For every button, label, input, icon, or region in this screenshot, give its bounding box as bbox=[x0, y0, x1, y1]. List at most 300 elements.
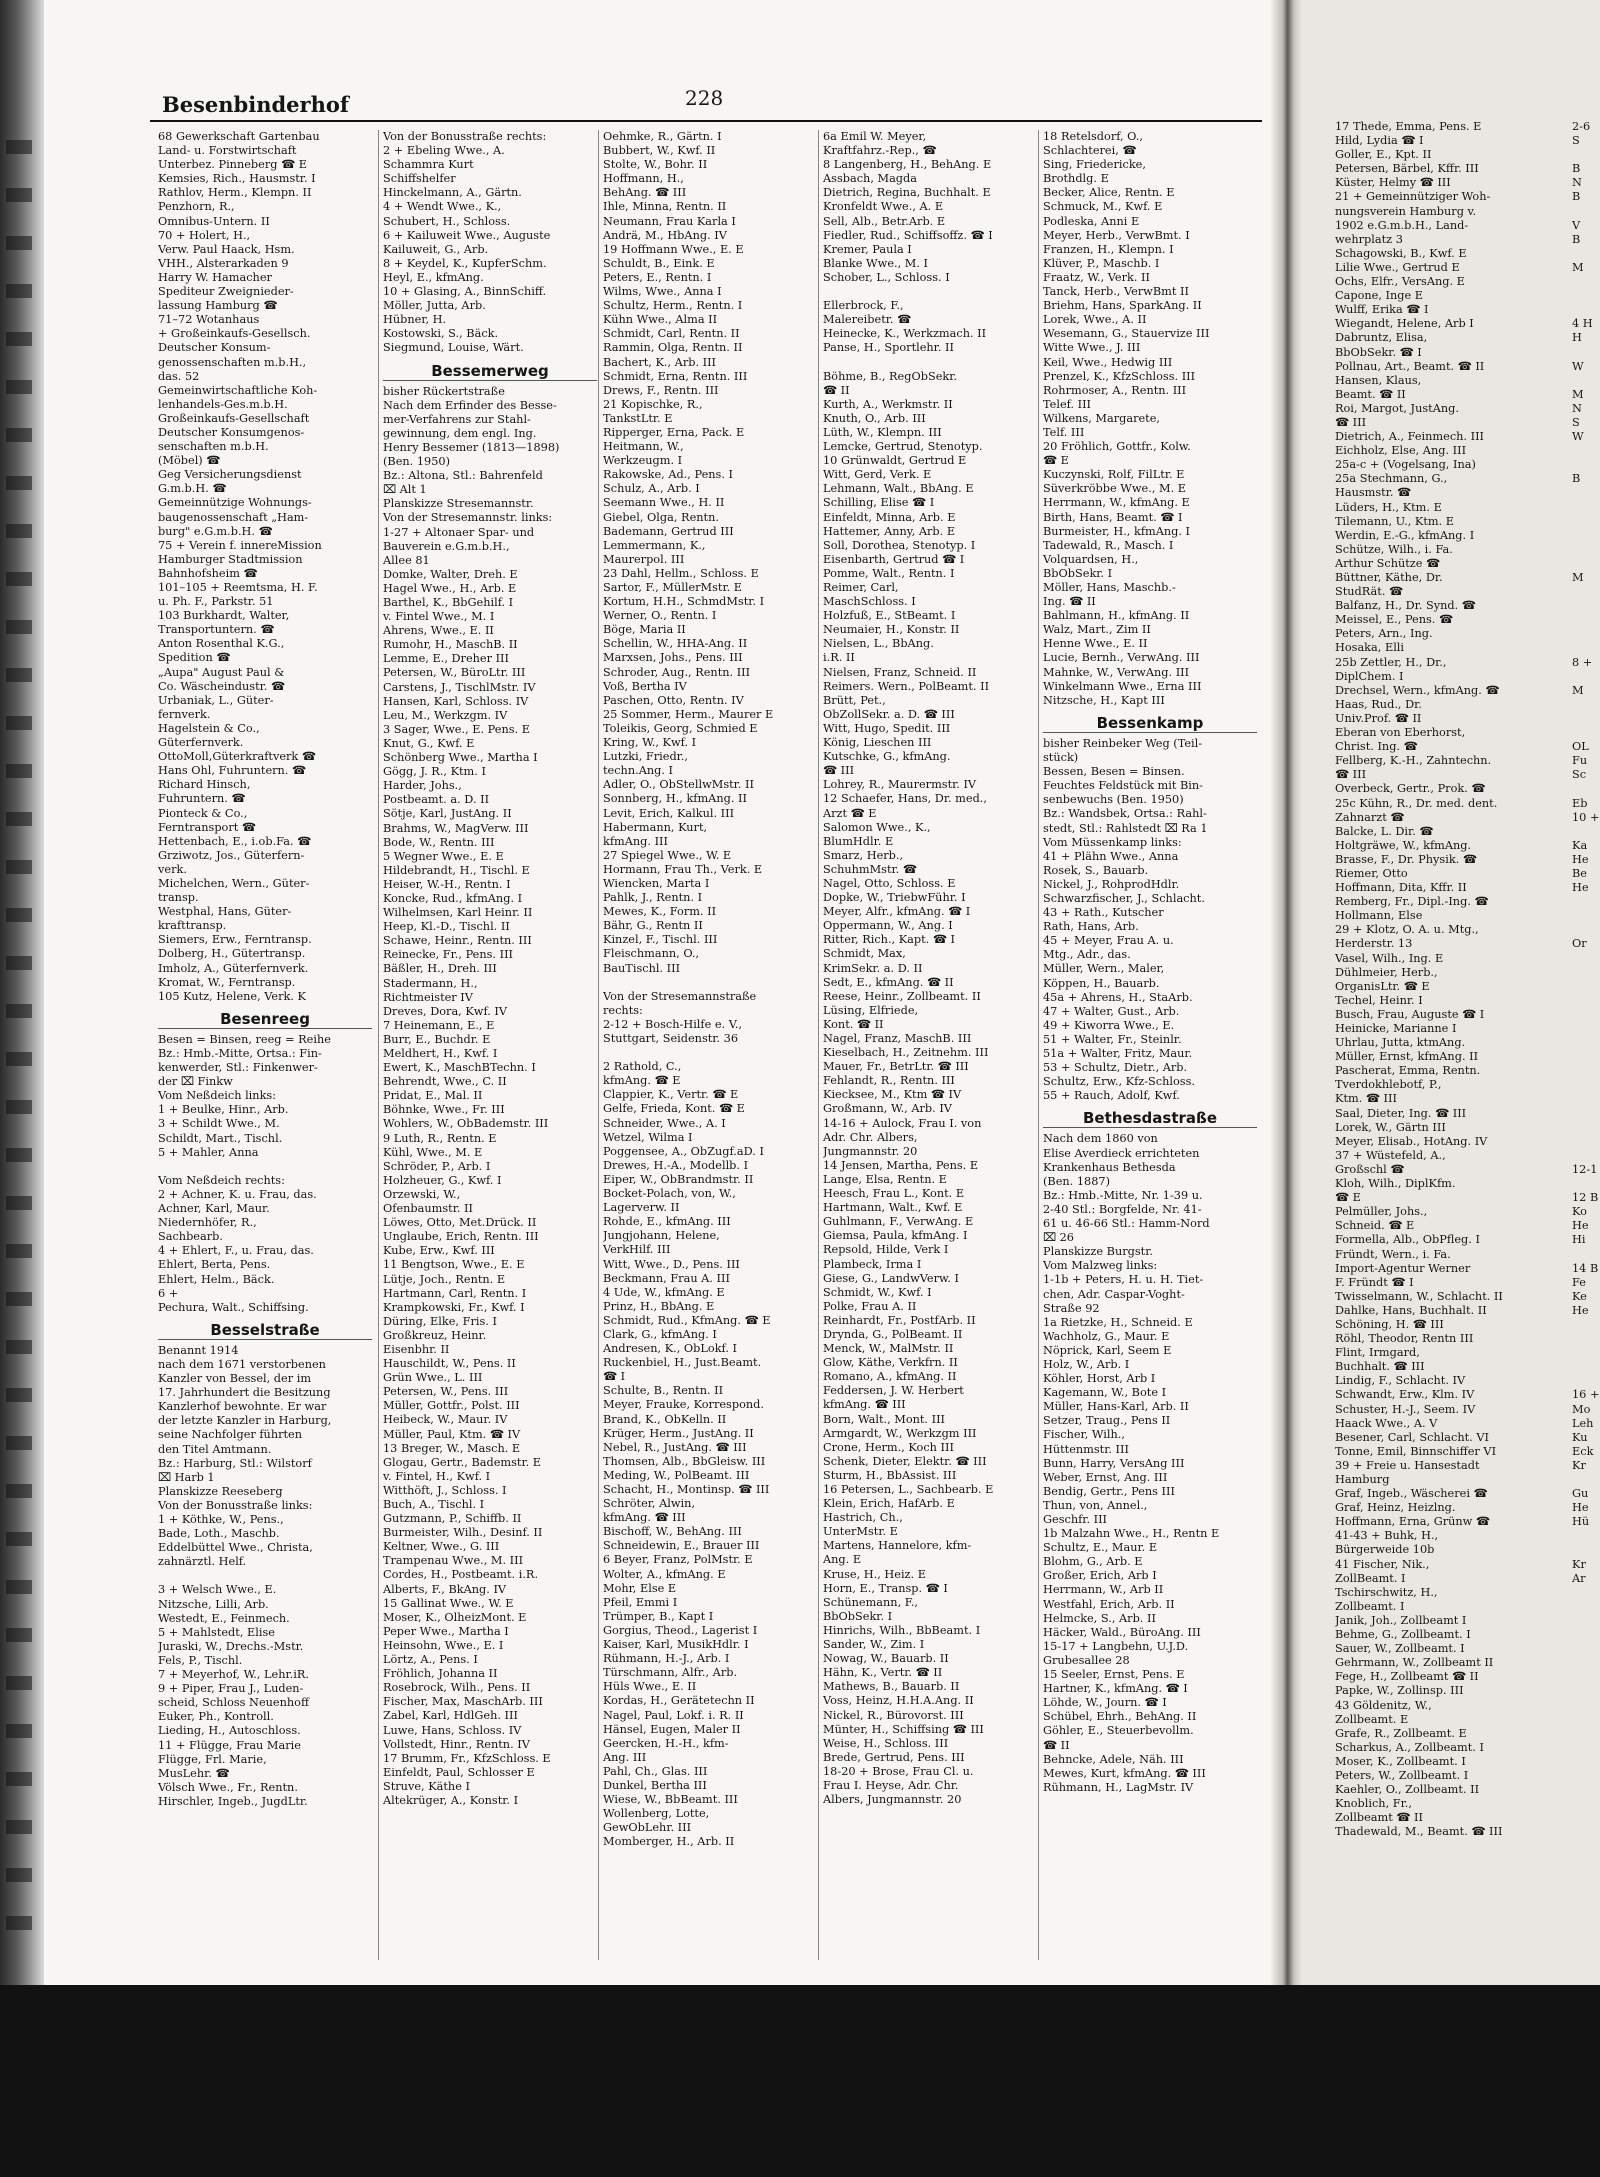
directory-entry: 53 + Schultz, Dietr., Arb. bbox=[1043, 1061, 1188, 1075]
directory-entry: 15 Gallinat Wwe., W. E bbox=[383, 1596, 514, 1610]
directory-entry: Straße 92 bbox=[1043, 1301, 1100, 1315]
directory-entry: Schiffshelfer bbox=[383, 172, 456, 186]
directory-entry: 6a Emil W. Meyer, bbox=[823, 130, 927, 143]
directory-entry: 6 + bbox=[158, 1286, 179, 1300]
directory-entry: Fellberg, K.-H., Zahntechn. bbox=[1335, 754, 1492, 768]
directory-entry: Land- u. Forstwirtschaft bbox=[158, 144, 297, 158]
directory-entry: Wolter, A., kfmAng. E bbox=[603, 1567, 726, 1581]
directory-entry: Kr bbox=[1572, 1458, 1586, 1472]
directory-entry: Anton Rosenthal K.G., bbox=[158, 637, 285, 651]
directory-entry: Westedt, E., Feinmech. bbox=[158, 1611, 290, 1625]
directory-entry: Hüls Wwe., E. II bbox=[603, 1680, 697, 1694]
directory-entry: Schawe, Heinr., Rentn. III bbox=[383, 934, 532, 948]
directory-entry: 11 Bengtson, Wwe., E. E bbox=[383, 1258, 525, 1272]
directory-entry bbox=[1572, 1473, 1600, 1487]
directory-entry: Reimer, Carl, bbox=[823, 581, 899, 594]
directory-entry: Sötje, Karl, JustAng. II bbox=[383, 807, 512, 821]
directory-entry: Schmuck, M., Kwf. E bbox=[1043, 200, 1163, 214]
directory-entry: Ehlert, Berta, Pens. bbox=[158, 1258, 271, 1272]
directory-entry bbox=[1572, 1135, 1600, 1149]
directory-entry: Fleischmann, O., bbox=[603, 947, 700, 961]
directory-entry: Fuhruntern. ☎ bbox=[158, 792, 246, 806]
directory-entry: Tadewald, R., Masch. I bbox=[1043, 538, 1174, 552]
directory-entry: Grubesallee 28 bbox=[1043, 1653, 1130, 1667]
directory-entry bbox=[1572, 1149, 1600, 1163]
directory-entry bbox=[1572, 275, 1600, 289]
directory-entry: Kring, W., Kwf. I bbox=[603, 736, 697, 750]
directory-entry: He bbox=[1572, 852, 1589, 866]
directory-entry: ☎ E bbox=[1335, 1191, 1361, 1205]
directory-entry: Lieding, H., Autoschloss. bbox=[158, 1724, 301, 1738]
directory-page bbox=[150, 78, 1270, 1978]
page-gutter bbox=[1270, 0, 1302, 1985]
directory-entry: Kinzel, F., Tischl. III bbox=[603, 933, 718, 947]
directory-entry: 37 + Wüstefeld, A., bbox=[1335, 1148, 1446, 1162]
directory-entry: Gutzmann, P., Schiffb. II bbox=[383, 1512, 522, 1526]
scan-background-bottom bbox=[0, 1985, 1600, 2177]
directory-entry: Reinhardt, Fr., PostfArb. II bbox=[823, 1313, 976, 1327]
directory-entry: Meissel, E., Pens. ☎ bbox=[1335, 613, 1454, 627]
directory-entry: ⌧ Harb 1 bbox=[158, 1470, 215, 1484]
directory-entry: Trampenau Wwe., M. III bbox=[383, 1554, 524, 1568]
directory-entry: scheid, Schloss Neuenhoff bbox=[158, 1696, 309, 1710]
directory-entry: Fröhlich, Johanna II bbox=[383, 1667, 498, 1681]
directory-entry: Ang. E bbox=[823, 1553, 862, 1567]
directory-entry: Besener, Carl, Schlacht. VI bbox=[1335, 1430, 1489, 1444]
directory-entry: Habermann, Kurt, bbox=[603, 820, 708, 834]
directory-entry: Marxsen, Johs., Pens. III bbox=[603, 651, 743, 665]
directory-entry: Meyer, Herb., VerwBmt. I bbox=[1043, 228, 1190, 242]
directory-entry: Hartmann, Carl, Rentn. I bbox=[383, 1286, 527, 1300]
directory-entry: kfmAng. ☎ E bbox=[603, 1074, 681, 1088]
directory-entry: Tverdokhlebotf, P., bbox=[1335, 1078, 1442, 1092]
directory-entry: Andrä, M., HbAng. IV bbox=[603, 228, 727, 242]
directory-entry: Rath, Hans, Arb. bbox=[1043, 920, 1139, 934]
directory-entry: Volquardsen, H., bbox=[1043, 552, 1139, 566]
directory-entry: Weise, H., Schloss. III bbox=[823, 1736, 949, 1750]
directory-entry: 17 Thede, Emma, Pens. E bbox=[1335, 120, 1482, 133]
directory-entry: Rühmann, H., LagMstr. IV bbox=[1043, 1780, 1194, 1794]
directory-entry: Mauer, Fr., BetrLtr. ☎ III bbox=[823, 1060, 969, 1074]
directory-entry: Vollstedt, Hinr., Rentn. IV bbox=[383, 1737, 530, 1751]
directory-entry bbox=[1572, 1346, 1600, 1360]
directory-entry: Zahnarzt ☎ bbox=[1335, 810, 1405, 824]
directory-entry: Thomsen, Alb., BbGleisw. III bbox=[603, 1454, 766, 1468]
directory-entry: Siegmund, Louise, Wärt. bbox=[383, 341, 524, 355]
directory-entry: BbObSekr. ☎ I bbox=[1335, 345, 1422, 359]
directory-entry: Zollbeamt. E bbox=[1335, 1712, 1409, 1726]
directory-entry: BbObSekr. I bbox=[823, 1609, 893, 1623]
directory-entry: Bz.: Hmb.-Mitte, Ortsa.: Fin- bbox=[158, 1047, 322, 1060]
directory-entry: Dietrich, Regina, Buchhalt. E bbox=[823, 186, 991, 200]
directory-entry: 45 + Meyer, Frau A. u. bbox=[1043, 934, 1174, 948]
directory-entry: Werkzeugm. I bbox=[603, 454, 683, 468]
directory-entry: Univ.Prof. ☎ II bbox=[1335, 711, 1422, 725]
directory-entry: Scharkus, A., Zollbeamt. I bbox=[1335, 1740, 1484, 1754]
directory-entry: DiplChem. I bbox=[1335, 669, 1404, 683]
directory-entry: 29 + Klotz, O. A. u. Mtg., bbox=[1335, 923, 1479, 937]
directory-entry: Grün Wwe., L. III bbox=[383, 1371, 483, 1385]
directory-entry: senbewuchs (Ben. 1950) bbox=[1043, 793, 1184, 807]
directory-entry: 25c Kühn, R., Dr. med. dent. bbox=[1335, 796, 1498, 810]
facing-page-column bbox=[1335, 120, 1585, 1980]
directory-entry: Verw. Paul Haack, Hsm. bbox=[158, 242, 295, 256]
directory-entry: Stolte, W., Bohr. II bbox=[603, 158, 708, 172]
directory-entry: Wohlers, W., ObBademstr. III bbox=[383, 1117, 549, 1131]
directory-entry: Meyer, Alfr., kfmAng. ☎ I bbox=[823, 905, 971, 919]
directory-entry bbox=[1572, 923, 1600, 937]
directory-entry: 12 Schaefer, Hans, Dr. med., bbox=[823, 792, 987, 806]
directory-entry: Von der Bonusstraße links: bbox=[158, 1498, 313, 1512]
directory-entry: Reese, Heinr., Zollbeamt. II bbox=[823, 989, 981, 1003]
directory-entry bbox=[1572, 1543, 1600, 1557]
directory-entry: 7 Heinemann, E., E bbox=[383, 1018, 495, 1032]
directory-entry: Koncke, Rud., kfmAng. I bbox=[383, 891, 523, 905]
directory-entry: 14 Jensen, Martha, Pens. E bbox=[823, 1158, 979, 1172]
directory-entry: 4 Ude, W., kfmAng. E bbox=[603, 1285, 725, 1299]
directory-entry: Euker, Ph., Kontroll. bbox=[158, 1710, 274, 1724]
directory-entry: Momberger, H., Arb. II bbox=[603, 1835, 735, 1849]
directory-entry: Allee 81 bbox=[383, 553, 430, 567]
street-heading: Bessemerweg bbox=[383, 364, 597, 381]
directory-entry: Wilhelmsen, Karl Heinr. II bbox=[383, 906, 533, 920]
directory-entry: Heitmann, W., bbox=[603, 440, 684, 454]
directory-entry: Thun, von, Annel., bbox=[1043, 1498, 1148, 1512]
directory-entry: Lehmann, Walt., BbAng. E bbox=[823, 482, 974, 496]
directory-entry: Mtg., Adr., das. bbox=[1043, 948, 1131, 962]
directory-entry: Rumohr, H., MaschB. II bbox=[383, 638, 518, 652]
directory-entry: Beckmann, Frau A. III bbox=[603, 1271, 730, 1285]
directory-entry: Rühmann, H.-J., Arb. I bbox=[603, 1652, 730, 1666]
directory-entry: 2 + Achner, K. u. Frau, das. bbox=[158, 1187, 317, 1201]
directory-entry: Bessen, Besen = Binsen. bbox=[1043, 765, 1185, 779]
directory-entry: Planskizze Stresemannstr. bbox=[383, 497, 534, 511]
street-heading: Besselstraße bbox=[158, 1323, 372, 1340]
page-number: 228 bbox=[685, 86, 724, 110]
directory-entry: Arzt ☎ E bbox=[823, 806, 877, 820]
directory-entry: ☎ II bbox=[823, 383, 850, 397]
directory-entry: Henne Wwe., E. II bbox=[1043, 637, 1148, 651]
directory-entry: Möller, Hans, Maschb.- bbox=[1043, 581, 1176, 594]
directory-entry: Schneidewin, E., Brauer III bbox=[603, 1539, 760, 1553]
directory-entry: Busch, Frau, Auguste ☎ I bbox=[1335, 1007, 1485, 1021]
directory-entry: Holzheuer, G., Kwf. I bbox=[383, 1173, 502, 1187]
directory-entry: Schilling, Elise ☎ I bbox=[823, 496, 935, 510]
directory-entry: den Titel Amtmann. bbox=[158, 1442, 272, 1456]
directory-entry: Mewes, Kurt, kfmAng. ☎ III bbox=[1043, 1766, 1206, 1780]
directory-entry: Lemmermann, K., bbox=[603, 538, 706, 552]
directory-entry: F. Fründt ☎ I bbox=[1335, 1275, 1414, 1289]
directory-entry bbox=[1572, 444, 1600, 458]
directory-entry: Haas, Rud., Dr. bbox=[1335, 697, 1422, 711]
directory-entry: Keltner, Wwe., G. III bbox=[383, 1540, 500, 1554]
directory-entry: Süverkröbbe Wwe., M. E bbox=[1043, 482, 1187, 496]
directory-entry: Mewes, K., Form. II bbox=[603, 905, 717, 919]
directory-entry: Einfeldt, Paul, Schlosser E bbox=[383, 1765, 535, 1779]
directory-entry: Hormann, Frau Th., Verk. E bbox=[603, 862, 763, 876]
directory-entry: 43 + Rath., Kutscher bbox=[1043, 906, 1164, 920]
directory-entry bbox=[1572, 952, 1600, 966]
directory-entry: 8 + Keydel, K., KupferSchm. bbox=[383, 256, 547, 270]
directory-entry: 1-1b + Peters, H. u. H. Tiet- bbox=[1043, 1273, 1204, 1287]
directory-entry: Klein, Erich, HafArb. E bbox=[823, 1497, 955, 1511]
directory-entry: 18-20 + Brose, Frau Cl. u. bbox=[823, 1764, 974, 1778]
directory-entry: Fege, H., Zollbeamt ☎ II bbox=[1335, 1670, 1479, 1684]
directory-entry: Smarz, Herb., bbox=[823, 848, 904, 862]
directory-entry: kfmAng. ☎ III bbox=[603, 1511, 686, 1525]
directory-entry: Dunkel, Bertha III bbox=[603, 1778, 707, 1792]
directory-entry: 105 Kutz, Helene, Verk. K bbox=[158, 989, 306, 1003]
directory-entry: ☎ I bbox=[603, 1370, 626, 1384]
directory-entry: Knut, G., Kwf. E bbox=[383, 736, 475, 750]
directory-entry: Schultz, Herm., Rentn. I bbox=[603, 299, 743, 313]
directory-entry: Pahlk, J., Rentn. I bbox=[603, 891, 703, 905]
directory-entry: Feddersen, J. W. Herbert bbox=[823, 1384, 964, 1398]
directory-entry: Formella, Alb., ObPfleg. I bbox=[1335, 1233, 1480, 1247]
directory-entry: Kühl, Wwe., M. E bbox=[383, 1145, 483, 1159]
directory-entry: 43 Göldenitz, W., bbox=[1335, 1698, 1432, 1712]
directory-entry: M bbox=[1572, 387, 1584, 401]
directory-entry: 21 Kopischke, R., bbox=[603, 397, 703, 411]
directory-entry: Hü bbox=[1572, 1515, 1590, 1529]
directory-entry bbox=[1572, 613, 1600, 627]
directory-entry: Schöning, H. ☎ III bbox=[1335, 1317, 1444, 1331]
directory-entry: Schuster, H.-J., Seem. IV bbox=[1335, 1402, 1476, 1416]
directory-entry: Goller, E., Kpt. II bbox=[1335, 148, 1432, 162]
directory-entry: Christ. Ing. ☎ bbox=[1335, 740, 1418, 754]
directory-entry: S bbox=[1572, 415, 1580, 429]
directory-entry: Witt, Hugo, Spedit. III bbox=[823, 721, 951, 735]
directory-entry: 41 + Plähn Wwe., Anna bbox=[1043, 849, 1179, 863]
directory-entry: Bademann, Gertrud III bbox=[603, 524, 734, 538]
directory-entry: Meldhert, H., Kwf. I bbox=[383, 1047, 498, 1060]
directory-entry: Müller, Gottfr., Polst. III bbox=[383, 1399, 520, 1413]
directory-entry: Herderstr. 13 bbox=[1335, 937, 1413, 951]
directory-entry: verk. bbox=[158, 862, 187, 876]
directory-entry: Hans Ohl, Fuhruntern. ☎ bbox=[158, 764, 307, 778]
directory-entry: 68 Gewerkschaft Gartenbau bbox=[158, 130, 320, 143]
directory-entry: Sturm, H., BbAssist. III bbox=[823, 1468, 957, 1482]
directory-entry: Möller, Jutta, Arb. bbox=[383, 299, 486, 313]
directory-entry: Altekrüger, A., Konstr. I bbox=[383, 1793, 519, 1807]
directory-entry: Luwe, Hans, Schloss. IV bbox=[383, 1723, 522, 1737]
directory-entry: Bz.: Harburg, Stl.: Wilstorf bbox=[158, 1456, 312, 1470]
directory-entry: Vom Neßdeich links: bbox=[158, 1089, 277, 1103]
directory-entry: ☎ II bbox=[1043, 1738, 1070, 1752]
directory-entry: Deutscher Konsum- bbox=[158, 341, 271, 355]
directory-entry: genossenschaften m.b.H., bbox=[158, 355, 307, 369]
directory-entry: Neumaier, H., Konstr. II bbox=[823, 623, 960, 637]
directory-entry: Janik, Joh., Zollbeamt I bbox=[1335, 1613, 1467, 1627]
directory-entry: Schneid. ☎ E bbox=[1335, 1219, 1415, 1233]
directory-entry: 70 + Holert, H., bbox=[158, 228, 251, 242]
directory-entry: Behncke, Adele, Näh. III bbox=[1043, 1752, 1184, 1766]
directory-entry: Michelchen, Wern., Güter- bbox=[158, 876, 310, 890]
directory-entry: der ⌧ Finkw bbox=[158, 1075, 233, 1089]
directory-entry: Lucie, Bernh., VerwAng. III bbox=[1043, 651, 1200, 665]
directory-entry: Kiecksee, M., Ktm ☎ IV bbox=[823, 1088, 962, 1102]
directory-entry: Holzfuß, E., StBeamt. I bbox=[823, 609, 956, 623]
directory-entry bbox=[1572, 1008, 1600, 1022]
directory-entry: Assbach, Magda bbox=[823, 172, 918, 186]
directory-entry: Giebel, Olga, Rentn. bbox=[603, 510, 719, 524]
directory-entry: Kailuweit, G., Arb. bbox=[383, 242, 489, 256]
directory-entry: StudRät. ☎ bbox=[1335, 585, 1404, 599]
binding-shadow-marks bbox=[6, 140, 32, 1960]
directory-entry: Menck, W., MalMstr. II bbox=[823, 1342, 954, 1356]
directory-entry bbox=[1572, 247, 1600, 261]
directory-entry: 25b Zettler, H., Dr., bbox=[1335, 655, 1447, 669]
directory-entry: Schwarzfischer, J., Schlacht. bbox=[1043, 891, 1205, 905]
directory-entry: Rathlov, Herm., Klempn. II bbox=[158, 186, 312, 200]
directory-entry: Hosaka, Elli bbox=[1335, 641, 1405, 655]
directory-entry: Keil, Wwe., Hedwig III bbox=[1043, 355, 1173, 369]
directory-entry: seine Nachfolger führten bbox=[158, 1428, 303, 1442]
directory-entry: Stadermann, H., bbox=[383, 976, 478, 990]
directory-entry: Tonne, Emil, Binnschiffer VI bbox=[1335, 1444, 1497, 1458]
directory-entry: Ke bbox=[1572, 1289, 1587, 1303]
directory-entry: Pridat, E., Mal. II bbox=[383, 1089, 483, 1103]
directory-columns bbox=[158, 130, 1270, 1960]
directory-entry bbox=[823, 356, 1037, 370]
directory-entry bbox=[1572, 599, 1600, 613]
directory-entry: Sedt, E., kfmAng. ☎ II bbox=[823, 975, 954, 989]
directory-entry: Feuchtes Feldstück mit Bin- bbox=[1043, 779, 1203, 793]
directory-entry: Oppermann, W., Ang. I bbox=[823, 919, 953, 933]
directory-entry: 17 Brumm, Fr., KfzSchloss. E bbox=[383, 1751, 551, 1765]
directory-entry: Eisenbhr. II bbox=[383, 1342, 450, 1356]
directory-entry: Import-Agentur Werner bbox=[1335, 1261, 1471, 1275]
directory-entry: Giemsa, Paula, kfmAng. I bbox=[823, 1229, 968, 1243]
directory-entry: 2-12 + Bosch-Hilfe e. V., bbox=[603, 1017, 743, 1031]
directory-entry: Wulff, Erika ☎ I bbox=[1335, 303, 1429, 317]
directory-entry: Soll, Dorothea, Stenotyp. I bbox=[823, 538, 976, 552]
directory-entry: BbObSekr. I bbox=[1043, 566, 1113, 580]
directory-entry: Beamt. ☎ II bbox=[1335, 387, 1406, 401]
directory-entry: Deutscher Konsumgenos- bbox=[158, 425, 305, 439]
directory-entry: 25a-c + (Vogelsang, Ina) bbox=[1335, 458, 1476, 472]
directory-entry bbox=[1572, 148, 1600, 162]
directory-entry: Meyer, Frauke, Korrespond. bbox=[603, 1398, 764, 1412]
directory-entry: Häcker, Wald., BüroAng. III bbox=[1043, 1625, 1201, 1639]
street-heading: Besenreeg bbox=[158, 1012, 372, 1029]
directory-entry: ☎ III bbox=[823, 764, 855, 778]
directory-entry: Haack Wwe., A. V bbox=[1335, 1416, 1438, 1430]
directory-entry bbox=[1572, 1022, 1600, 1036]
directory-entry: Schultz, E., Maur. E bbox=[1043, 1541, 1158, 1555]
directory-entry: Fiedler, Rud., Schiffsoffz. ☎ I bbox=[823, 228, 993, 242]
directory-entry: Frau I. Heyse, Adr. Chr. bbox=[823, 1778, 959, 1792]
directory-entry: Panse, H., Sportlehr. II bbox=[823, 341, 954, 355]
directory-entry: Poggensee, A., ObZugf.aD. I bbox=[603, 1144, 764, 1158]
directory-entry: Knuth, O., Arb. III bbox=[823, 411, 926, 425]
directory-entry: OttoMoll,Güterkraftverk ☎ bbox=[158, 750, 316, 764]
directory-entry: Bz.: Altona, Stl.: Bahrenfeld bbox=[383, 469, 543, 483]
directory-entry: Müller, Hans-Karl, Arb. II bbox=[1043, 1400, 1189, 1414]
directory-entry: VHH., Alsterarkaden 9 bbox=[158, 256, 289, 270]
directory-entry: Pelmüller, Johs., bbox=[1335, 1205, 1428, 1219]
directory-entry: u. Ph. F., Parkstr. 51 bbox=[158, 595, 274, 609]
directory-entry: Birth, Hans, Beamt. ☎ I bbox=[1043, 510, 1183, 524]
directory-entry: Moser, K., Zollbeamt. I bbox=[1335, 1754, 1466, 1768]
directory-entry: Küster, Helmy ☎ III bbox=[1335, 176, 1451, 190]
directory-entry: 9 Luth, R., Rentn. E bbox=[383, 1131, 497, 1145]
directory-entry: Cordes, H., Postbeamt. i.R. bbox=[383, 1568, 539, 1582]
directory-entry: Ko bbox=[1572, 1205, 1587, 1219]
directory-entry: Gögg, J. R., Ktm. I bbox=[383, 765, 486, 779]
directory-entry: KrimSekr. a. D. II bbox=[823, 961, 923, 975]
directory-entry: Wiegandt, Helene, Arb I bbox=[1335, 317, 1474, 331]
directory-entry: (Ben. 1950) bbox=[383, 455, 451, 469]
directory-entry: Helmcke, S., Arb. II bbox=[1043, 1611, 1156, 1625]
directory-entry: senschaften m.b.H. bbox=[158, 440, 269, 454]
directory-entry: Bähr, G., Rentn II bbox=[603, 919, 703, 933]
directory-entry: Winkelmann Wwe., Erna III bbox=[1043, 679, 1202, 693]
directory-entry: ☎ E bbox=[1043, 454, 1069, 468]
directory-entry: Bürgerweide 10b bbox=[1335, 1543, 1435, 1557]
directory-entry: + Großeinkaufs-Gesellsch. bbox=[158, 327, 311, 341]
directory-entry: UnterMstr. E bbox=[823, 1525, 898, 1539]
directory-entry: 16 + bbox=[1572, 1388, 1600, 1402]
directory-entry: Vom Malzweg links: bbox=[1043, 1259, 1158, 1273]
directory-entry: Hähn, K., Vertr. ☎ II bbox=[823, 1666, 943, 1680]
directory-entry: Graf, Ingeb., Wäscherei ☎ bbox=[1335, 1487, 1488, 1501]
directory-entry: Gehrmann, W., Zollbeamt II bbox=[1335, 1656, 1494, 1670]
directory-entry: Prinz, H., BbAng. E bbox=[603, 1299, 715, 1313]
directory-entry: Saal, Dieter, Ing. ☎ III bbox=[1335, 1106, 1467, 1120]
directory-entry: 15-17 + Langbehn, U.J.D. bbox=[1043, 1639, 1189, 1653]
directory-entry: 7 + Meyerhof, W., Lehr.iR. bbox=[158, 1668, 309, 1682]
directory-entry: bisher Rückertstraße bbox=[383, 384, 505, 398]
directory-entry: Witt, Gerd, Verk. E bbox=[823, 468, 932, 482]
directory-entry: Vasel, Wilh., Ing. E bbox=[1335, 951, 1444, 965]
directory-entry: ☎ III bbox=[1335, 415, 1367, 429]
directory-entry: Hausmstr. ☎ bbox=[1335, 486, 1412, 500]
directory-entry: Eiper, W., ObBrandmstr. II bbox=[603, 1172, 754, 1186]
directory-entry: Walz, Mart., Zim II bbox=[1043, 623, 1151, 637]
directory-entry: Heiser, W.-H., Rentn. I bbox=[383, 877, 511, 891]
column-5 bbox=[1038, 130, 1257, 1960]
directory-entry bbox=[1572, 712, 1600, 726]
directory-entry: Flint, Irmgard, bbox=[1335, 1346, 1420, 1360]
directory-entry: Kremer, Paula I bbox=[823, 242, 912, 256]
directory-entry: Werdin, E.-G., kfmAng. I bbox=[1335, 528, 1475, 542]
directory-entry: Fe bbox=[1572, 1275, 1586, 1289]
directory-entry: Heinicke, Marianne I bbox=[1335, 1022, 1457, 1035]
directory-entry: Nitzsche, H., Kapt III bbox=[1043, 693, 1165, 707]
directory-entry: Hoffmann, Dita, Kffr. II bbox=[1335, 881, 1467, 895]
directory-entry bbox=[1572, 782, 1600, 796]
directory-entry: Sell, Alb., Betr.Arb. E bbox=[823, 214, 946, 228]
directory-entry: N bbox=[1572, 401, 1582, 415]
directory-entry: He bbox=[1572, 1219, 1589, 1233]
directory-entry: Müller, Ernst, kfmAng. II bbox=[1335, 1050, 1479, 1064]
directory-entry: Uhrlau, Jutta, ktmAng. bbox=[1335, 1036, 1466, 1050]
directory-entry: Eichholz, Else, Ang. III bbox=[1335, 444, 1467, 458]
directory-entry: Pascherat, Emma, Rentn. bbox=[1335, 1064, 1481, 1078]
directory-entry: der letzte Kanzler in Harburg, bbox=[158, 1414, 332, 1428]
directory-entry: 1902 e.G.m.b.H., Land- bbox=[1335, 218, 1469, 232]
directory-entry: Harry W. Hamacher bbox=[158, 270, 272, 284]
directory-entry: Hartmann, Walt., Kwf. E bbox=[823, 1201, 963, 1215]
directory-entry: Ellerbrock, F., bbox=[823, 299, 904, 313]
directory-entry: 20 Fröhlich, Gottfr., Kolw. bbox=[1043, 440, 1191, 454]
directory-entry: Hoffmann, H., bbox=[603, 172, 684, 186]
directory-entry bbox=[1572, 585, 1600, 599]
directory-entry: 18 Retelsdorf, O., bbox=[1043, 130, 1143, 143]
directory-entry: Eck bbox=[1572, 1444, 1594, 1458]
directory-entry bbox=[1572, 1374, 1600, 1388]
